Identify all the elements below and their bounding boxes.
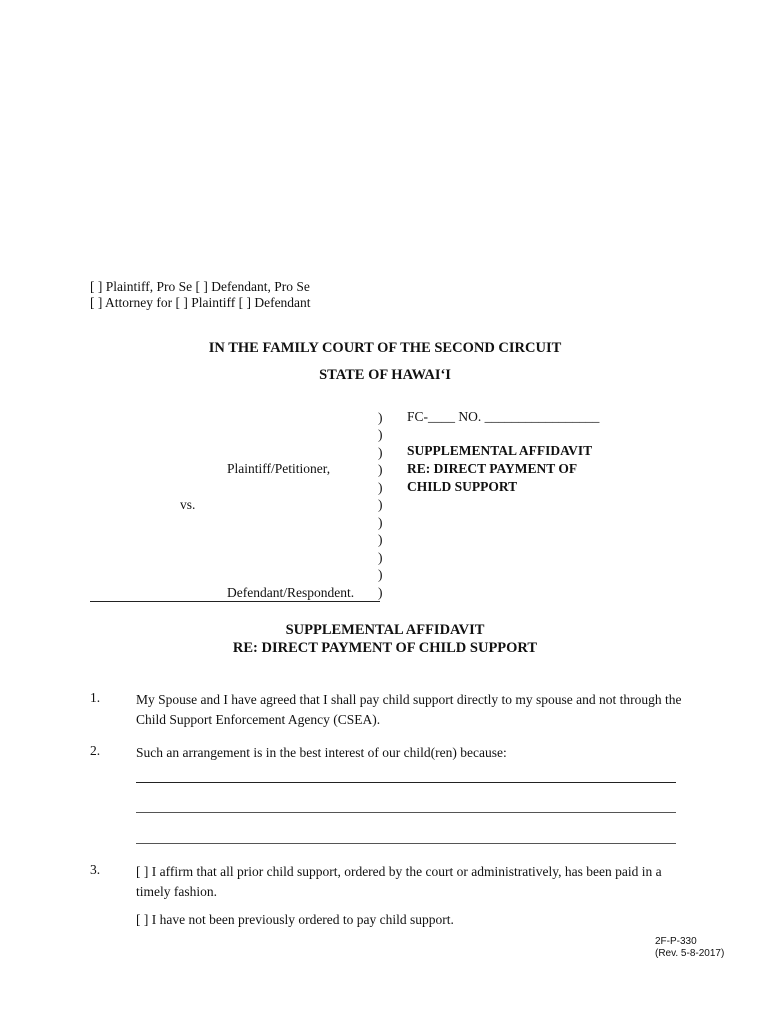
case-number: FC-____ NO. _________________ — [407, 409, 600, 424]
caption-paren: ) — [378, 585, 383, 600]
court-title: IN THE FAMILY COURT OF THE SECOND CIRCUIT — [208, 340, 562, 356]
item-text: My Spouse and I have agreed that I shall pay child support directly to my spouse and not through the Child Support Enforcement Agency (CSEA). — [136, 692, 682, 727]
affidavit-heading-line-2: RE: DIRECT PAYMENT OF CHILD SUPPORT — [232, 640, 538, 656]
doc-title-line-2: RE: DIRECT PAYMENT OF — [407, 461, 578, 476]
doc-title-line-1: SUPPLEMENTAL AFFIDAVIT — [407, 443, 593, 458]
affidavit-heading-line-1: SUPPLEMENTAL AFFIDAVIT — [285, 622, 485, 638]
representation-line-pro-se: [ ] Plaintiff, Pro Se [ ] Defendant, Pro Se — [90, 279, 310, 294]
item-number: 1. — [90, 690, 101, 705]
caption-paren: ) — [378, 445, 383, 460]
caption-paren: ) — [378, 427, 383, 442]
form-footer — [655, 936, 724, 960]
representation-line-attorney: [ ] Attorney for [ ] Plaintiff [ ] Defendant — [90, 295, 311, 310]
plaintiff-label: Plaintiff/Petitioner, — [227, 461, 331, 476]
caption-paren: ) — [378, 550, 383, 565]
reason-blank-line[interactable] — [136, 782, 676, 783]
reason-blank-line[interactable] — [136, 812, 676, 813]
reason-blank-line[interactable] — [136, 843, 676, 844]
caption-paren: ) — [378, 532, 383, 547]
not-ordered-checkbox-text[interactable]: [ ] I have not been previously ordered to pay child support. — [136, 912, 454, 927]
caption-paren: ) — [378, 480, 383, 495]
caption-paren: ) — [378, 462, 383, 477]
caption-bottom-rule — [90, 601, 380, 602]
item-text: Such an arrangement is in the best interest of our child(ren) because: — [136, 745, 507, 760]
form-revision: (Rev. 5-8-2017) — [655, 948, 725, 959]
versus-label: vs. — [180, 497, 196, 512]
doc-title-line-3: CHILD SUPPORT — [407, 479, 518, 494]
caption-paren: ) — [378, 515, 383, 530]
caption-paren: ) — [378, 410, 383, 425]
item-number: 3. — [90, 862, 101, 877]
affirm-checkbox-text[interactable]: [ ] I affirm that all prior child support, ordered by the court or administratively, has been paid in a timely fashion. — [136, 864, 662, 899]
item-text — [136, 862, 686, 902]
item-number: 2. — [90, 743, 101, 758]
caption-paren: ) — [378, 497, 383, 512]
defendant-label: Defendant/Respondent. — [227, 585, 355, 600]
court-state: STATE OF HAWAIʻI — [319, 367, 451, 383]
caption-paren: ) — [378, 567, 383, 582]
form-number: 2F-P-330 — [655, 936, 697, 947]
